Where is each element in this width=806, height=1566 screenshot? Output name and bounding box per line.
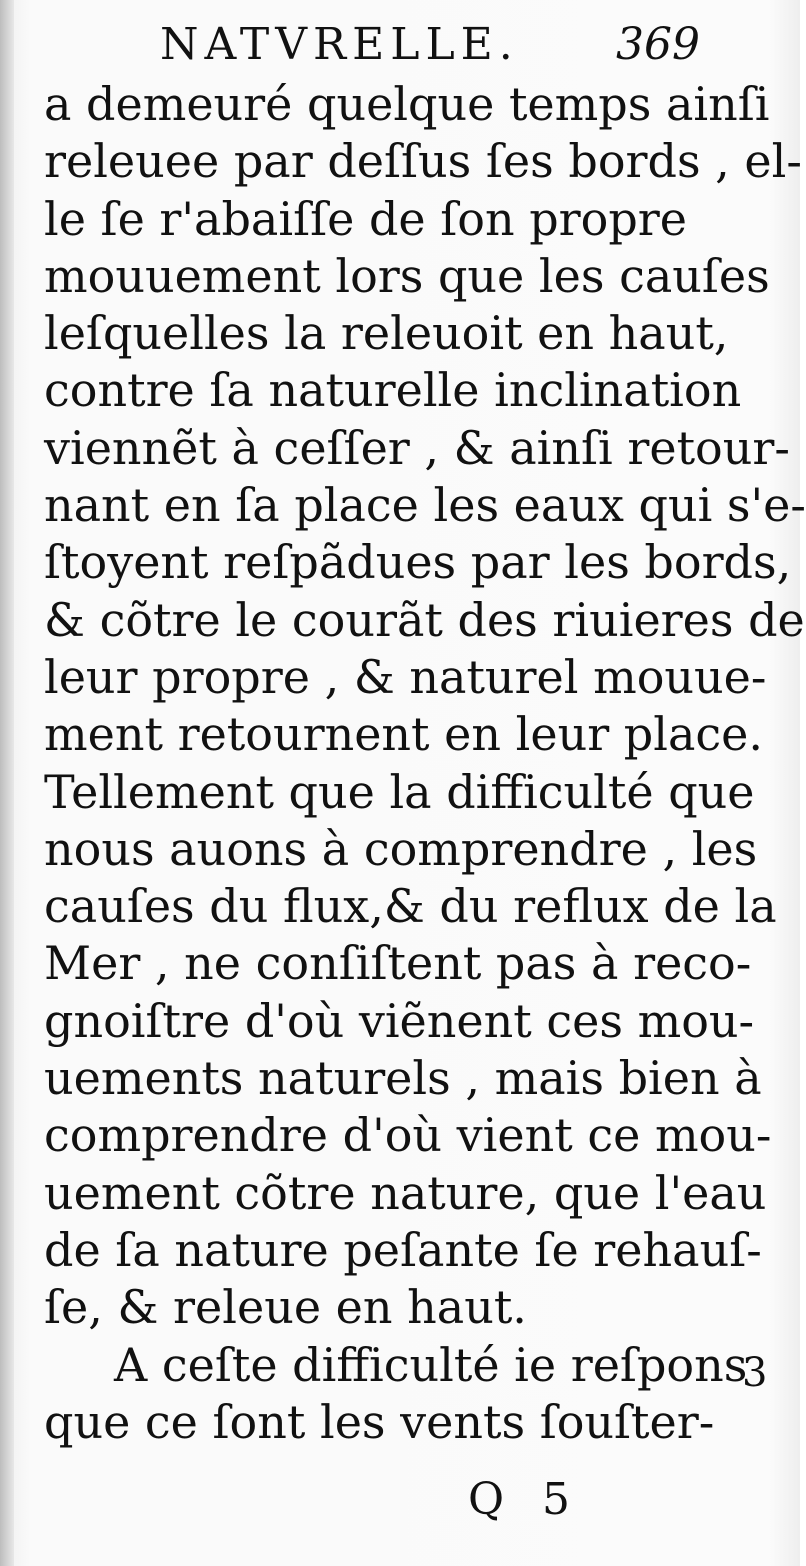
text-line: que ce ſont les vents ſouſter- — [44, 1394, 715, 1449]
text-line: uement cõtre nature, que l'eau — [44, 1165, 767, 1220]
text-line: le ſe r'abaiſſe de ſon propre — [44, 191, 688, 246]
text-line: leur propre , & naturel mouue- — [44, 649, 767, 704]
text-line: gnoiſtre d'où viẽnent ces mou- — [44, 993, 755, 1048]
text-line: cauſes du flux,& du reflux de la — [44, 879, 777, 934]
body-text — [44, 76, 806, 1451]
page-gutter — [0, 0, 14, 1566]
text-line: comprendre d'où vient ce mou- — [44, 1108, 772, 1163]
text-line: nant en ſa place les eaux qui s'e- — [44, 478, 806, 533]
page-header — [160, 14, 700, 76]
text-line: Mer , ne conſiſtent pas à reco- — [44, 936, 752, 991]
text-line: releuee par deſſus ſes bords , el- — [44, 134, 802, 189]
text-line: leſquelles la releuoit en haut, — [44, 306, 729, 361]
text-line: nous auons à comprendre , les — [44, 821, 758, 876]
text-line: mouuement lors que les cauſes — [44, 248, 770, 303]
text-line: contre ſa naturelle inclination — [44, 363, 742, 418]
margin-note: 3 — [742, 1350, 768, 1396]
text-line: & cõtre le courãt des riuieres de — [44, 592, 805, 647]
text-line: uements naturels , mais bien à — [44, 1051, 762, 1106]
text-line: ment retournent en leur place. — [44, 707, 763, 762]
text-line: A ceſte difficulté ie reſpons — [114, 1337, 748, 1392]
text-line: de ſa nature peſante ſe rehauſ- — [44, 1222, 762, 1277]
running-head: NATVRELLE. — [160, 19, 519, 70]
signature-mark: Q 5 — [468, 1474, 583, 1525]
text-line: a demeuré quelque temps ainſi — [44, 77, 770, 131]
text-line: ſtoyent reſpãdues par les bords, — [44, 535, 792, 590]
text-line: Tellement que la difficulté que — [44, 764, 755, 819]
page-number: 369 — [616, 19, 700, 70]
text-line: viennẽt à ceſſer , & ainſi retour- — [44, 420, 790, 475]
text-line: ſe, & releue en haut. — [44, 1280, 527, 1335]
